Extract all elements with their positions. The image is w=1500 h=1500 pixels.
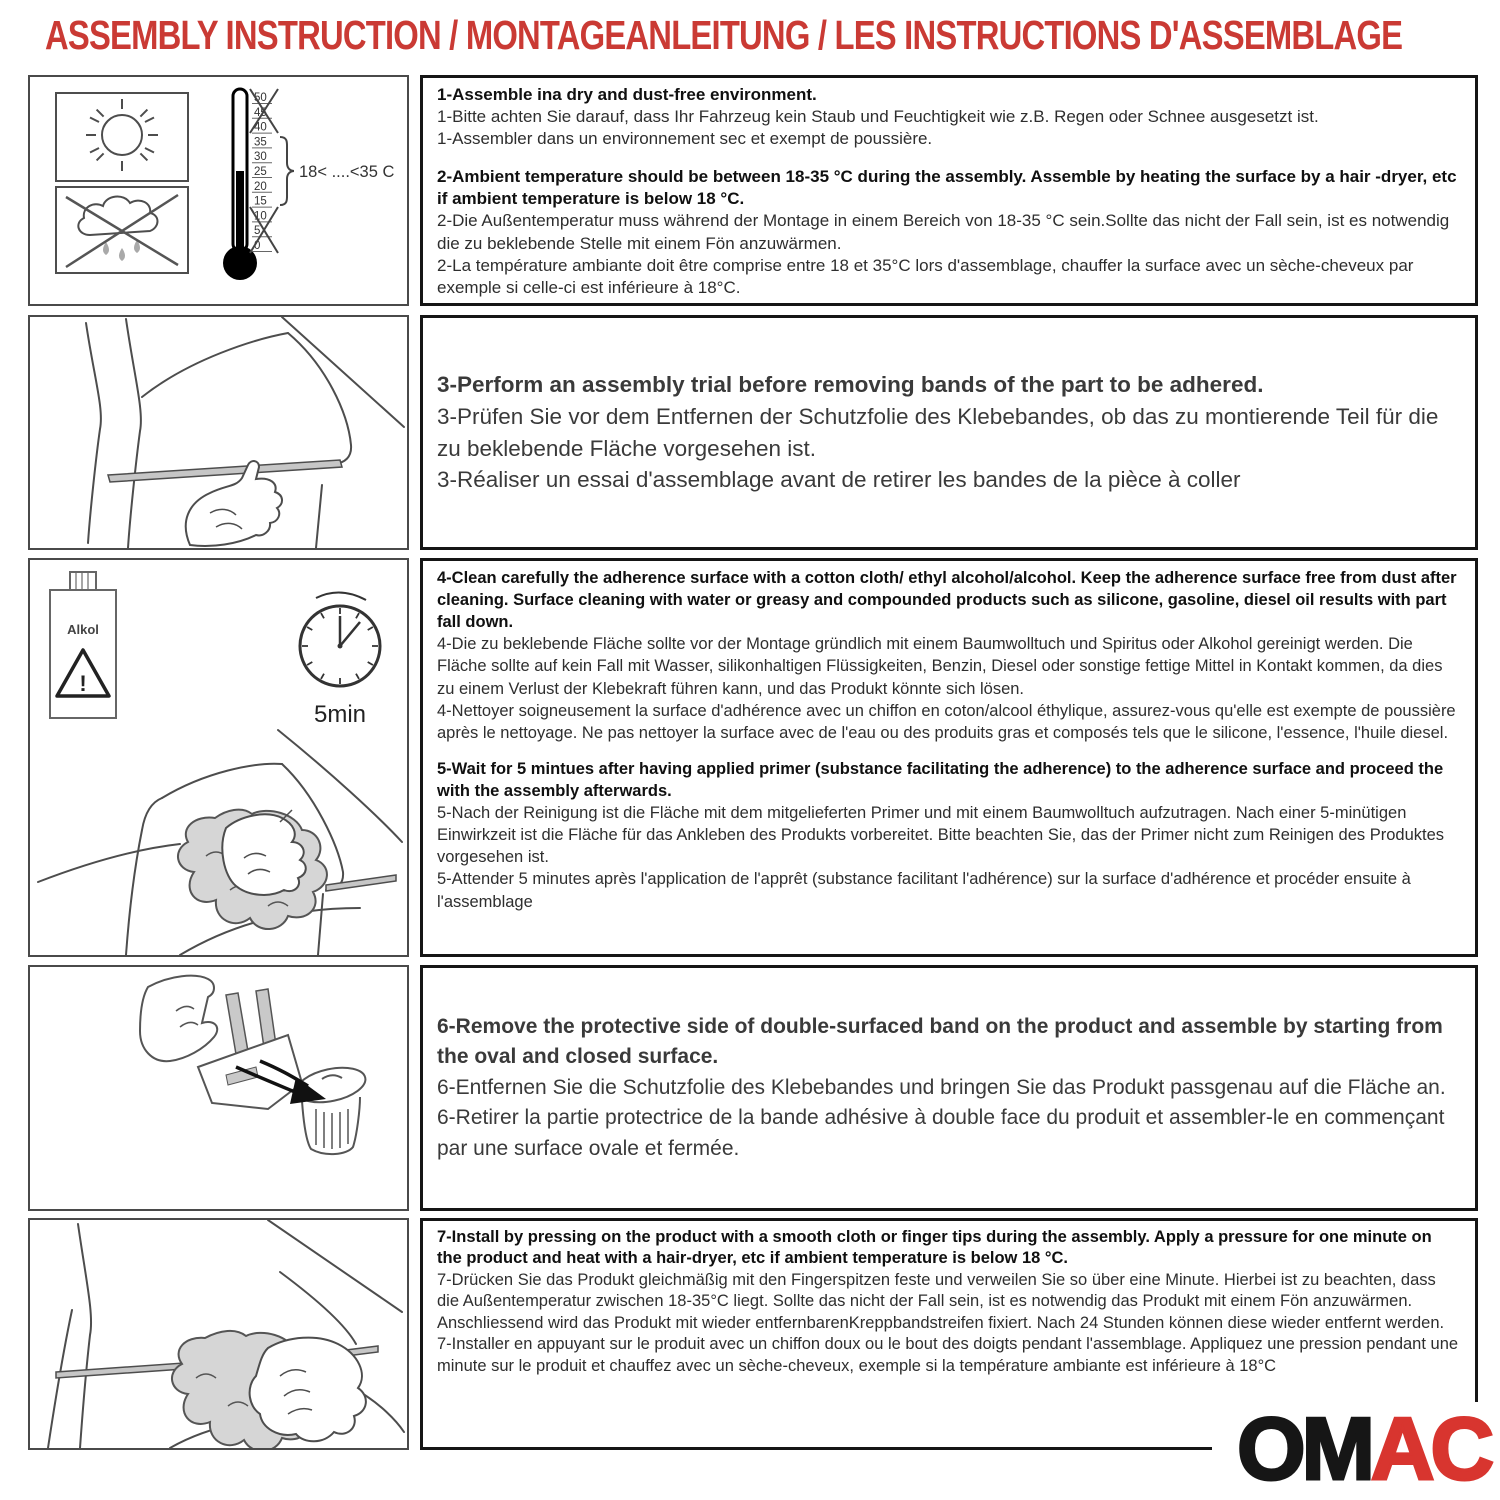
illustration-press bbox=[28, 1218, 409, 1450]
illustration-climate bbox=[28, 75, 409, 306]
instruction-line: 6-Remove the protective side of double-surfaced band on the product and assemble by starting from the oval and closed surface. bbox=[437, 1014, 1443, 1069]
page-title: ASSEMBLY INSTRUCTION / MONTAGEANLEITUNG / LES INSTRUCTIONS D'ASSEMBLAGE bbox=[45, 12, 1403, 58]
instruction-line: 2-Ambient temperature should be between 18-35 °C during the assembly. Assemble by heating the surface by a hair -dryer, etc if ambient temperature is below 18 °C. bbox=[437, 167, 1457, 209]
svg-text:5: 5 bbox=[254, 225, 261, 238]
logo-text-red: AC bbox=[1370, 1399, 1490, 1498]
spacer bbox=[437, 150, 1459, 166]
no-rain-icon bbox=[56, 187, 188, 273]
instruction-line: 5-Attender 5 minutes après l'application de l'apprêt (substance facilitant l'adhérence) sur la surface d'adhérence et procéder ensuite à l'assemblage bbox=[437, 870, 1411, 911]
hand bbox=[140, 976, 217, 1061]
instruction-line: 7-Installer en appuyant sur le produit avec un chiffon doux ou le bout des doigts pendant l'assemblage. Appliquez une pression pendant une minute sur le produit et chauffez avec un sèche-cheveux, exemple si la température ambiante est inférieure à 18°C bbox=[437, 1335, 1459, 1375]
instructions-steps-1-2 bbox=[420, 75, 1478, 306]
instruction-line: 1-Assembler dans un environnement sec et exempt de poussière. bbox=[437, 129, 933, 149]
logo-text-black: OM bbox=[1237, 1399, 1371, 1498]
instruction-line: 1-Assemble ina dry and dust-free environment. bbox=[437, 85, 817, 104]
instruction-line: 3-Prüfen Sie vor dem Entfernen der Schutzfolie des Klebebandes, ob das zu montierende Teil für die zu beklebende Fläche vorgesehen ist. bbox=[437, 403, 1439, 461]
instruction-line: 1-Bitte achten Sie darauf, dass Ihr Fahrzeug kein Staub und Feuchtigkeit wie z.B. Regen oder Schnee ausgesetzt ist. bbox=[437, 107, 1319, 127]
warning-mark: ! bbox=[79, 671, 87, 696]
trash-bin-icon bbox=[293, 1062, 368, 1154]
instruction-line: 2-Die Außentemperatur muss während der Montage in einem Bereich von 18-35 °C sein.Sollte das nicht der Fall sein, ist es notwendig die zu beklebende Stelle mit einem Fön anzuwärmen. bbox=[437, 211, 1450, 253]
instruction-line: 3-Perform an assembly trial before removing bands of the part to be adhered. bbox=[437, 371, 1264, 397]
trim-strip bbox=[108, 460, 342, 482]
peel-drawing bbox=[30, 967, 407, 1209]
alcohol-bottle-icon bbox=[50, 572, 116, 718]
illustration-trial bbox=[28, 315, 409, 550]
range-brace bbox=[280, 137, 294, 205]
instruction-line: 4-Nettoyer soigneusement la surface d'adhérence avec un chiffon en coton/alcool éthylique, assurez-vous qu'elle est exempte de poussière après le nettoyage. Ne pas nettoyer la surface avec de l'eau ou des produits gras et composés tels que le silicone, l'essence, l'huile diesel. bbox=[437, 701, 1456, 742]
thermometer-icon bbox=[223, 89, 394, 280]
svg-text:45: 45 bbox=[254, 106, 267, 119]
instruction-line: 3-Réaliser un essai d'assemblage avant de retirer les bandes de la pièce à coller bbox=[437, 467, 1241, 493]
svg-text:30: 30 bbox=[254, 151, 267, 164]
illustration-clean bbox=[28, 558, 409, 957]
svg-text:25: 25 bbox=[254, 166, 267, 178]
trim-strip bbox=[326, 875, 396, 891]
pressing-hand bbox=[250, 1338, 366, 1442]
omac-logo bbox=[1212, 1399, 1490, 1498]
instruction-line: 6-Entfernen Sie die Schutzfolie des Klebebandes und bringen Sie das Produkt passgenau auf die Fläche an. bbox=[437, 1075, 1446, 1099]
instructions-steps-4-5 bbox=[420, 558, 1478, 957]
trial-drawing bbox=[30, 317, 407, 548]
clean-drawing bbox=[30, 560, 407, 955]
instruction-line: 5-Nach der Reinigung ist die Fläche mit dem mitgelieferten Primer und mit einem Baumwolltuch aufzutragen. Nach einer 5-minütigen Einwirkzeit ist die Fläche für das Ankleben des Produkts vorbereitet. Bitte beachten Sie, das der Primer nicht zum Reinigen des Produktes vorgesehen ist. bbox=[437, 804, 1445, 867]
instructions-step-6 bbox=[420, 965, 1478, 1211]
instruction-line: 2-La température ambiante doit être comprise entre 18 et 35°C lors d'assemblage, chauffer la surface avec un sèche-cheveux par exemple si celle-ci est inférieure à 18°C. bbox=[437, 255, 1414, 297]
instruction-line: 7-Install by pressing on the product with a smooth cloth or finger tips during the assembly. Apply a pressure for one minute on the product and heat with a hair-dryer, etc if ambient temperature is below 18 °C. bbox=[437, 1228, 1432, 1268]
svg-text:40: 40 bbox=[254, 121, 267, 134]
instructions-step-3 bbox=[420, 315, 1478, 550]
illustration-peel bbox=[28, 965, 409, 1211]
svg-text:10: 10 bbox=[254, 210, 267, 223]
svg-text:35: 35 bbox=[254, 136, 267, 149]
instruction-line: 4-Die zu beklebende Fläche sollte vor der Montage gründlich mit einem Baumwolltuch und Spiritus oder Alkohol gereinigt werden. Die Fläche sollte auf kein Fall mit Wasser, silikonhaltigen Flüssigkeiten, Benzin, Diesel oder sonstige fettige Mittel in Kontakt kommen, da dies zu einem Verlust der Klebekraft führen kann, und das Produkt könnte sich lösen. bbox=[437, 635, 1443, 698]
svg-text:50: 50 bbox=[254, 92, 267, 104]
press-drawing bbox=[30, 1220, 407, 1448]
clock-label: 5min bbox=[313, 701, 367, 728]
svg-text:20: 20 bbox=[254, 180, 267, 193]
climate-drawing bbox=[30, 77, 407, 304]
bottle-label: Alkol bbox=[67, 622, 99, 637]
sun-icon bbox=[56, 93, 188, 181]
temperature-range-label: 18< ....<35 C bbox=[299, 163, 395, 181]
spacer bbox=[437, 744, 1459, 758]
instruction-line: 5-Wait for 5 mintues after having applied primer (substance facilitating the adherence) to the adherence surface and proceed the with the assembly afterwards. bbox=[437, 759, 1444, 800]
clock-icon bbox=[300, 592, 380, 728]
svg-text:15: 15 bbox=[254, 195, 267, 208]
instruction-line: 6-Retirer la partie protectrice de la bande adhésive à double face du produit et assembler-le en commençant par une surface ovale et fermée. bbox=[437, 1106, 1445, 1160]
svg-text:0: 0 bbox=[254, 240, 261, 252]
instruction-line: 7-Drücken Sie das Produkt gleichmäßig mit den Fingerspitzen feste und verweilen Sie so über eine Minute. Hierbei ist zu beachten, dass die Außentemperatur zwischen 18-35°C liegt. Sollte das nicht der Fall sein, ist es notwendig das Produkt mit einem Fön anzuwärmen. Anschliessend wird das Produkt mit wieder entfernbarenKreppbandstreifen fixiert. Nach 24 Stunden können diese wieder entfernt werden. bbox=[437, 1270, 1445, 1332]
instruction-line: 4-Clean carefully the adherence surface with a cotton cloth/ ethyl alcohol/alcohol. Keep the adherence surface free from dust after cleaning. Surface cleaning with water or greasy and compounded products such as silicone, gasoline, diesel oil results with part fall down. bbox=[437, 569, 1457, 632]
